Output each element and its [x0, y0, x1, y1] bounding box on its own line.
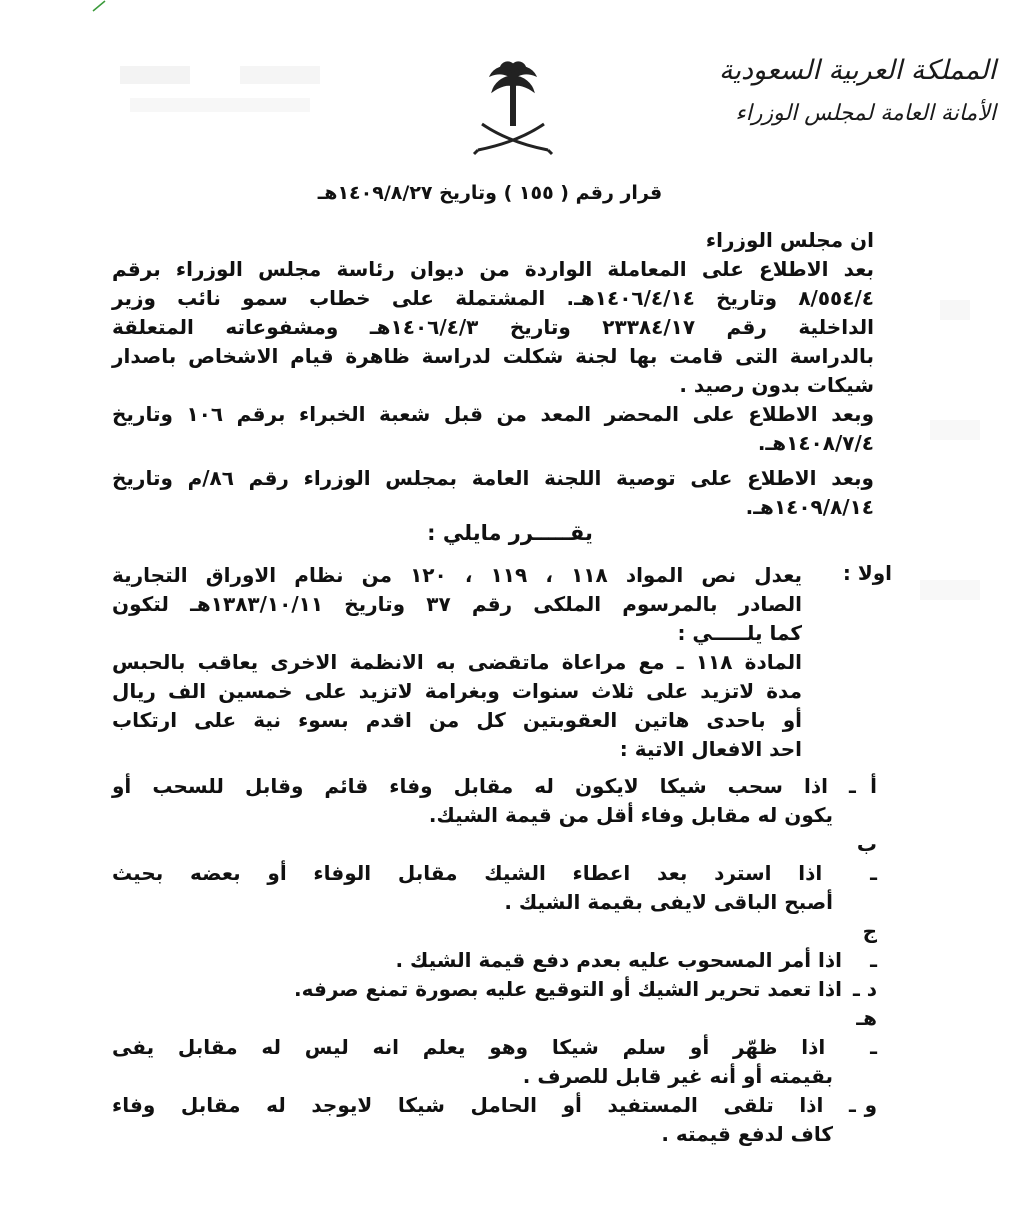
list-item-continuation: كاف لدفع قيمته . [661, 1122, 833, 1146]
item-letter: د ـ [852, 977, 877, 1001]
article-line: مدة لاتزيد على ثلاث سنوات وبغرامة لاتزيد على خمسين الف ريال [112, 679, 802, 703]
preamble-line: وبعد الاطلاع على توصية اللجنة العامة بمجلس الوزراء رقم ٨٦/م وتاريخ [112, 466, 874, 490]
article-body [112, 561, 802, 764]
preamble-line: شيكات بدون رصيد . [679, 373, 874, 397]
offense-list [112, 772, 877, 1149]
item-letter: أ ـ [849, 774, 877, 798]
corner-mark-icon [92, 0, 106, 12]
preamble-line: ١٤٠٨/٧/٤هـ. [757, 431, 874, 455]
section-label-first: اولا : [842, 561, 892, 585]
article-line: كما يلـــــي : [677, 621, 802, 645]
list-item [112, 1091, 877, 1120]
list-item-continuation: بقيمته أو أنه غير قابل للصرف . [522, 1064, 833, 1088]
list-item [112, 830, 877, 888]
preamble-line: وبعد الاطلاع على المحضر المعد من قبل شعبة الخبراء برقم ١٠٦ وتاريخ [112, 402, 874, 426]
decision-title: قرار رقم ( ١٥٥ ) وتاريخ ١٤٠٩/٨/٢٧هـ [317, 182, 663, 204]
preamble-line: الداخلية رقم ٢٣٣٨٤/١٧ وتاريخ ١٤٠٦/٤/٣هـ ومشفوعاته المتعلقة [112, 315, 874, 339]
palm-swords-emblem-icon [468, 58, 558, 158]
faded-margin-mark [900, 300, 1000, 700]
list-item [112, 917, 877, 975]
item-text: اذا ظهّر أو سلم شيكا وهو يعلم انه ليس له مقابل يفى [112, 1035, 826, 1059]
letterhead [696, 52, 996, 132]
preamble-line: بعد الاطلاع على المعاملة الواردة من ديوان رئاسة مجلس الوزراء برقم [112, 257, 874, 281]
item-letter: و ـ [849, 1093, 877, 1117]
decision-heading: يقـــــرر مايلي : [427, 521, 593, 545]
list-item-continuation: أصبح الباقى لايفى بقيمة الشيك . [504, 890, 833, 914]
item-text: اذا استرد بعد اعطاء الشيك مقابل الوفاء أو بعضه بحيث [112, 861, 823, 885]
faded-stamp-mark [120, 58, 320, 128]
letterhead-secretariat: الأمانة العامة لمجلس الوزراء [735, 101, 996, 126]
item-letter: ج ـ [862, 919, 877, 972]
item-text: اذا أمر المسحوب عليه بعدم دفع قيمة الشيك . [395, 948, 843, 972]
preamble-line: ٨/٥٥٤/٤ وتاريخ ١٤٠٦/٤/١٤هـ. المشتملة على خطاب سمو نائب وزير [112, 286, 874, 310]
item-text: اذا سحب شيكا لايكون له مقابل وفاء قائم وقابل للسحب أو [112, 774, 828, 798]
article-line: المادة ١١٨ ـ مع مراعاة ماتقضى به الانظمة الاخرى يعاقب بالحبس [112, 650, 802, 674]
article-line: الصادر بالمرسوم الملكى رقم ٣٧ وتاريخ ١٣٨٣/١٠/١١هـ لتكون [112, 592, 802, 616]
article-line: يعدل نص المواد ١١٨ ، ١١٩ ، ١٢٠ من نظام الاوراق التجارية [112, 563, 802, 587]
item-text: اذا تلقى المستفيد أو الحامل شيكا لايوجد له مقابل وفاء [112, 1093, 824, 1117]
letterhead-kingdom: المملكة العربية السعودية [718, 55, 996, 86]
list-item [112, 975, 877, 1004]
preamble [112, 226, 874, 522]
preamble-intro: ان مجلس الوزراء [705, 228, 874, 252]
list-item-continuation: يكون له مقابل وفاء أقل من قيمة الشيك. [428, 803, 833, 827]
item-letter: ب ـ [856, 832, 877, 885]
item-text: اذا تعمد تحرير الشيك أو التوقيع عليه بصورة تمنع صرفه. [294, 977, 843, 1001]
article-line: احد الافعال الاتية : [619, 737, 802, 761]
preamble-line: بالدراسة التى قامت بها لجنة شكلت لدراسة ظاهرة قيام الاشخاص باصدار [112, 344, 874, 368]
item-letter: هـ ـ [856, 1006, 877, 1059]
article-line: أو باحدى هاتين العقوبتين كل من اقدم بسوء نية على ارتكاب [112, 708, 802, 732]
preamble-line: ١٤٠٩/٨/١٤هـ. [745, 495, 874, 519]
list-item [112, 1004, 877, 1062]
list-item [112, 772, 877, 801]
